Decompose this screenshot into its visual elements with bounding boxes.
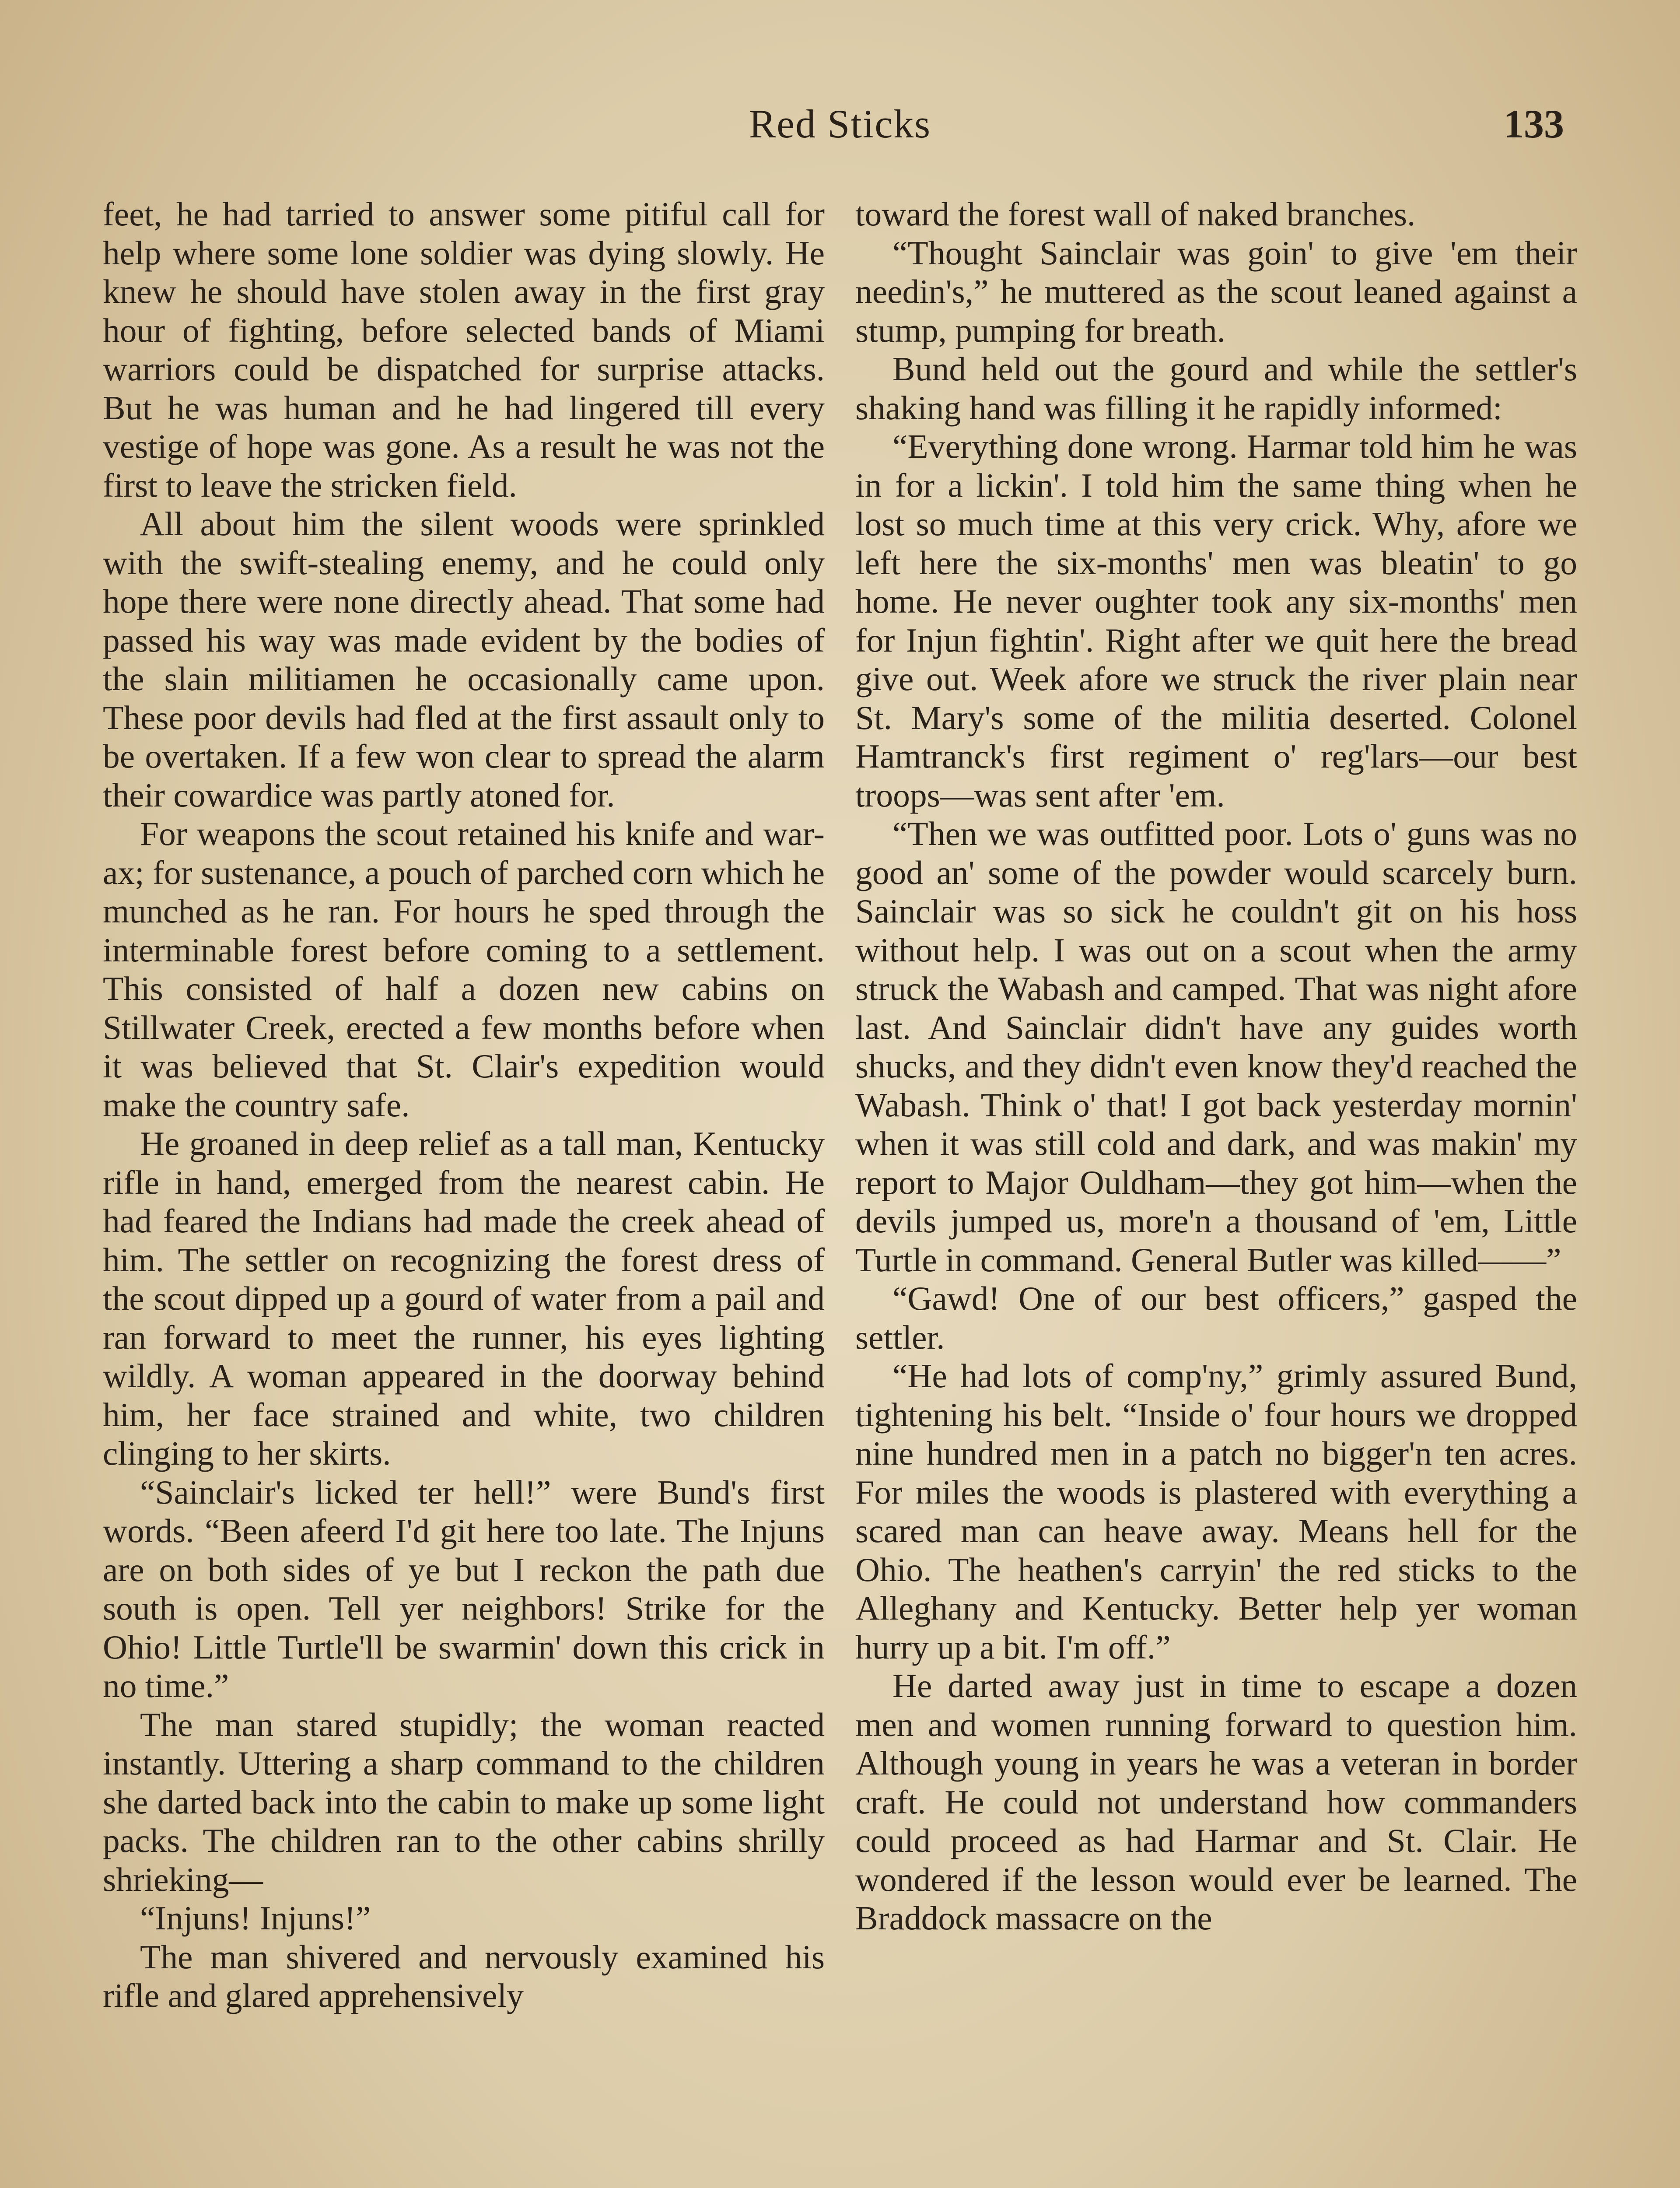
paragraph: He groaned in deep relief as a tall man, Kentucky rifle in hand, emerged from the nearest cabin. He had feared the Indians had made the creek ahead of him. The settler on recognizing the forest dress of the scout dipped up a gourd of water from a pail and ran forward to meet the runner, his eyes lighting wildly. A woman appeared in the doorway behind him, her face strained and white, two children clinging to her skirts. [103,1125,825,1472]
paragraph: The man stared stupidly; the woman reacted instantly. Uttering a sharp command to the children she darted back into the cabin to make up some light packs. The children ran to the other cabins shrilly shrieking— [103,1705,825,1898]
page-number: 133 [1504,102,1564,146]
paragraph: “Then we was outfitted poor. Lots o' guns was no good an' some of the powder would scarcely burn. Sainclair was so sick he couldn't git on his hoss without help. I was out on a scout when the army struck the Wabash and camped. That was night afore last. And Sainclair didn't have any guides worth shucks, and they didn't even know they'd reached the Wabash. Think o' that! I got back yesterday mornin' when it was still cold and dark, and was makin' my report to Major Ouldham—they got him—when the devils jumped us, more'n a thousand of 'em, Little Turtle in command. General Butler was killed——” [855,815,1577,1279]
paragraph: “He had lots of comp'ny,” grimly assured Bund, tightening his belt. “Inside o' four hours we dropped nine hundred men in a patch no bigger'n ten acres. For miles the woods is plastered with everything a scared man can heave away. Means hell for the Ohio. The heathen's carryin' the red sticks to the Alleghany and Kentucky. Better help yer woman hurry up a bit. I'm off.” [855,1357,1577,1666]
page-header [0,101,1680,166]
running-title: Red Sticks [749,102,931,146]
paragraph: The man shivered and nervously examined his rifle and glared apprehensively [103,1938,825,2014]
paragraph: All about him the silent woods were sprinkled with the swift-stealing enemy, and he could only hope there were none directly ahead. That some had passed his way was made evident by the bodies of the slain militiamen he occasionally came upon. These poor devils had fled at the first assault only to be overtaken. If a few won clear to spread the alarm their cowardice was partly atoned for. [103,505,825,814]
right-column [855,195,1577,1938]
paragraph: feet, he had tarried to answer some pitiful call for help where some lone soldier was dying slowly. He knew he should have stolen away in the first gray hour of fighting, before selected bands of Miami warriors could be dispatched for surprise attacks. But he was human and he had lingered till every vestige of hope was gone. As a result he was not the first to leave the stricken field. [103,195,825,504]
left-column [103,195,825,2015]
paragraph: “Sainclair's licked ter hell!” were Bund's first words. “Been afeerd I'd git here too late. The Injuns are on both sides of ye but I reckon the path due south is open. Tell yer neighbors! Strike for the Ohio! Little Turtle'll be swarmin' down this crick in no time.” [103,1473,825,1704]
paragraph: “Everything done wrong. Harmar told him he was in for a lickin'. I told him the same thing when he lost so much time at this very crick. Why, afore we left here the six-months' men was bleatin' to go home. He never oughter took any six-months' men for Injun fightin'. Right after we quit here the bread give out. Week afore we struck the river plain near St. Mary's some of the militia deserted. Colonel Hamtranck's first regiment o' reg'lars—our best troops—was sent after 'em. [855,428,1577,814]
paragraph: He darted away just in time to escape a dozen men and women running forward to question him. Although young in years he was a veteran in border craft. He could not understand how commanders could proceed as had Harmar and St. Clair. He wondered if the lesson would ever be learned. The Braddock massacre on the [855,1667,1577,1937]
paragraph: For weapons the scout retained his knife and war-ax; for sustenance, a pouch of parched corn which he munched as he ran. For hours he sped through the interminable forest before coming to a settlement. This consisted of half a dozen new cabins on Stillwater Creek, erected a few months before when it was believed that St. Clair's expedition would make the country safe. [103,815,825,1124]
paragraph: “Gawd! One of our best officers,” gasped the settler. [855,1280,1577,1356]
paragraph: “Thought Sainclair was goin' to give 'em their needin's,” he muttered as the scout leaned against a stump, pumping for breath. [855,234,1577,349]
paragraph: toward the forest wall of naked branches. [855,195,1416,233]
paragraph: Bund held out the gourd and while the settler's shaking hand was filling it he rapidly informed: [855,350,1577,427]
paragraph: “Injuns! Injuns!” [140,1899,371,1937]
